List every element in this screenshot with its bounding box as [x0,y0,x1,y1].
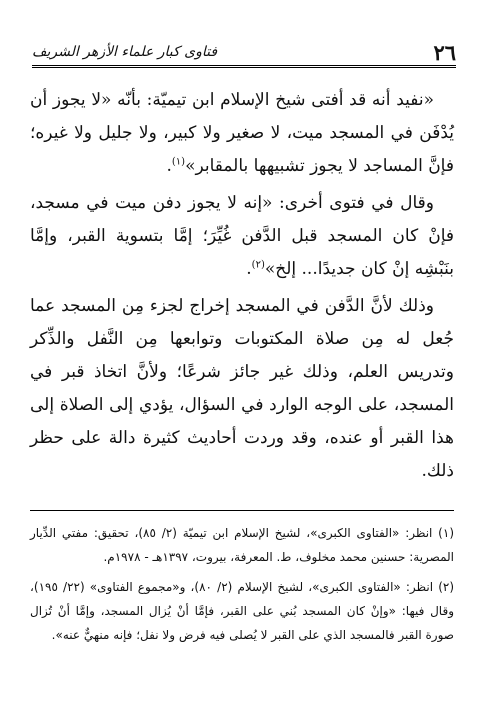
paragraph-2-end: . [246,259,252,279]
footnote-ref-1: (١) [171,156,186,168]
footnote-1: (١) انظر: «الفتاوى الكبرى»، لشيخ الإسلام ابن تيميّة (٢/ ٨٥)، تحقيق: مفتي الدِّيار المصرية: حسنين محمد مخلوف، ط. المعرفة، بيروت، ١٣٩٧هـ - ١٩٧٨م. [30,526,455,564]
page-number: ٢٦ [433,40,456,65]
footnote-separator [30,510,454,511]
footnotes [30,510,454,653]
paragraph-2-text: وقال في فتوى أخرى: «إنه لا يجوز دفن ميت في مسجد، فإنْ كان المسجد قبل الدَّفن غُيِّرَ؛ إمَّا بتسوية القبر، وإمَّا بنَبْشِه إنْ كان جديدًا... إلخ» [30,193,454,279]
paragraph-1 [30,84,454,183]
footnote-2: (٢) انظر: «الفتاوى الكبرى»، لشيخ الإسلام (٢/ ٨٠)، و«مجموع الفتاوى» (٢٢/ ١٩٥)، وقال فيها: «وإنْ كان المسجد بُني على القبر، فإمَّا أنْ يُزال المسجد، وإمَّا أنْ تُزال صورة القبر فالمسجد الذي على القبر لا يُصلى فيه فرض ولا نفل؛ فإنه منهيٌّ عنه». [30,580,455,642]
paragraph-3: وذلك لأنَّ الدَّفن في المسجد إخراج لجزء مِن المسجد عما جُعل له مِن صلاة المكتوبات وتوابعها مِن النَّفل والذِّكر وتدريس العلم، وذلك غير جائز شرعًا؛ ولأنَّ اتخاذ قبر في المسجد، على الوجه الوارد في السؤال، يؤدي إلى الصلاة إلى هذا القبر أو عنده، وقد وردت أحاديث كثيرة دالة على حظر ذلك. [30,296,454,481]
paragraph-1-end: . [166,156,172,176]
paragraph-2 [30,187,454,286]
footnote-ref-2: (٢) [251,259,265,271]
page-header [32,38,456,68]
running-title: فتاوى كبار علماء الأزهر الشريف [32,44,218,60]
paragraph-1-text: «نفيد أنه قد أفتى شيخ الإسلام ابن تيميّة: بأنّه «لا يجوز أن يُدْفَن في المسجد ميت، لا صغير ولا كبير، ولا جليل ولا غيره؛ فإنَّ المساجد لا يجوز تشبيهها بالمقابر» [30,90,454,176]
header-rule [32,65,456,68]
main-text [30,84,454,492]
